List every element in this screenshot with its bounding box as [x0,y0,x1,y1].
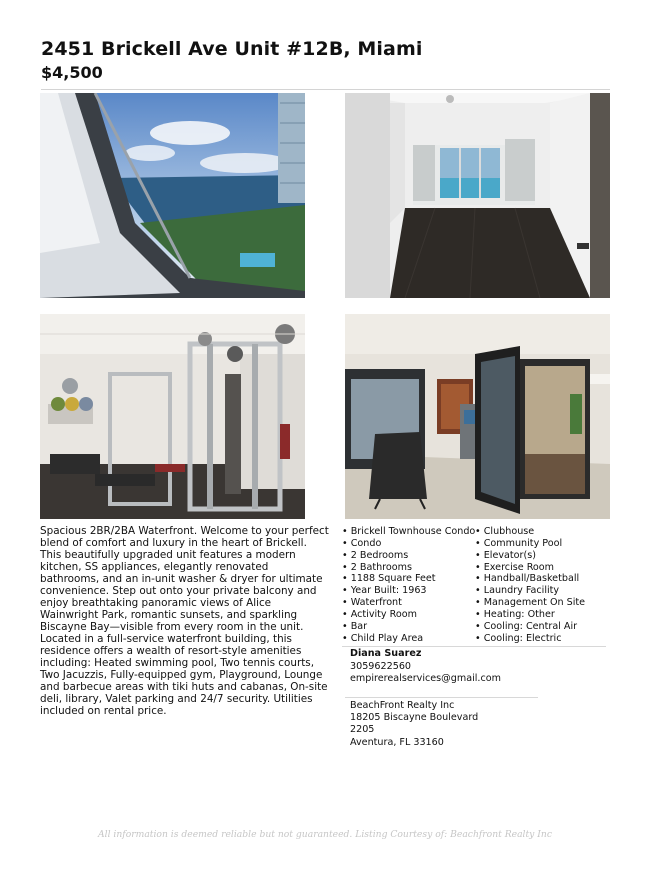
header-divider [41,89,610,90]
photo-lobby-entrance [345,314,610,519]
office-name: BeachFront Realty Inc [350,700,455,711]
features-divider [342,646,606,647]
feature-item: • Brickell Townhouse Condo [342,526,475,538]
agent-email: empirerealservices@gmail.com [350,673,501,684]
feature-item: • Cooling: Electric [475,633,585,645]
feature-item: • Child Play Area [342,633,475,645]
feature-item: • Condo [342,538,475,550]
feature-item: • Year Built: 1963 [342,585,475,597]
feature-item: • Handball/Basketball [475,573,585,585]
feature-item: • Exercise Room [475,562,585,574]
feature-item: • 2 Bedrooms [342,550,475,562]
feature-item: • Community Pool [475,538,585,550]
office-info [350,700,478,749]
feature-item: • 2 Bathrooms [342,562,475,574]
photo-balcony-view [40,93,305,298]
features-list-left [342,526,475,644]
listing-description: Spacious 2BR/2BA Waterfront. Welcome to your perfect blend of comfort and luxury in the heart of Brickell. This beautifully upgraded unit features a modern kitchen, SS appliances, elegantly renovated bathrooms, and an in-unit washer & dryer for ultimate convenience. Step out onto your private balcony and enjoy breathtaking panoramic views of Alice Wainwright Park, romantic sunsets, and sparkling Biscayne Bay—visible from every room in the unit. Located in a full-service waterfront building, this residence offers a wealth of resort-style amenities including: Heated swimming pool, Two tennis courts, Two Jacuzzis, Fully-equipped gym, Playground, Lounge and barbecue areas with tiki huts and cabanas, On-site deli, library, Valet parking and 24/7 security. Utilities included on rental price. [40,525,329,717]
office-city-line: Aventura, FL 33160 [350,736,444,748]
photo-fitness-center [40,314,305,519]
agent-contact [350,648,501,686]
agent-name: Diana Suarez [350,648,422,659]
feature-item: • Activity Room [342,609,475,621]
feature-item: • Management On Site [475,597,585,609]
listing-title: 2451 Brickell Ave Unit #12B, Miami [41,38,423,60]
office-address-line2: 2205 [350,724,375,736]
photo-living-room [345,93,610,298]
feature-item: • Heating: Other [475,609,585,621]
listing-price: $4,500 [41,63,103,82]
office-address-line1: 18205 Biscayne Boulevard [350,712,479,724]
features-list-right [475,526,585,644]
feature-item: • Clubhouse [475,526,585,538]
feature-item: • Laundry Facility [475,585,585,597]
feature-item: • Cooling: Central Air [475,621,585,633]
feature-item: • Bar [342,621,475,633]
feature-item: • Waterfront [342,597,475,609]
agent-divider [345,697,538,698]
feature-item: • Elevator(s) [475,550,585,562]
feature-item: • 1188 Square Feet [342,573,475,585]
disclaimer-footer: All information is deemed reliable but not guaranteed. Listing Courtesy of: Beachfront Realty Inc [98,829,552,840]
agent-phone: 3059622560 [350,660,412,672]
